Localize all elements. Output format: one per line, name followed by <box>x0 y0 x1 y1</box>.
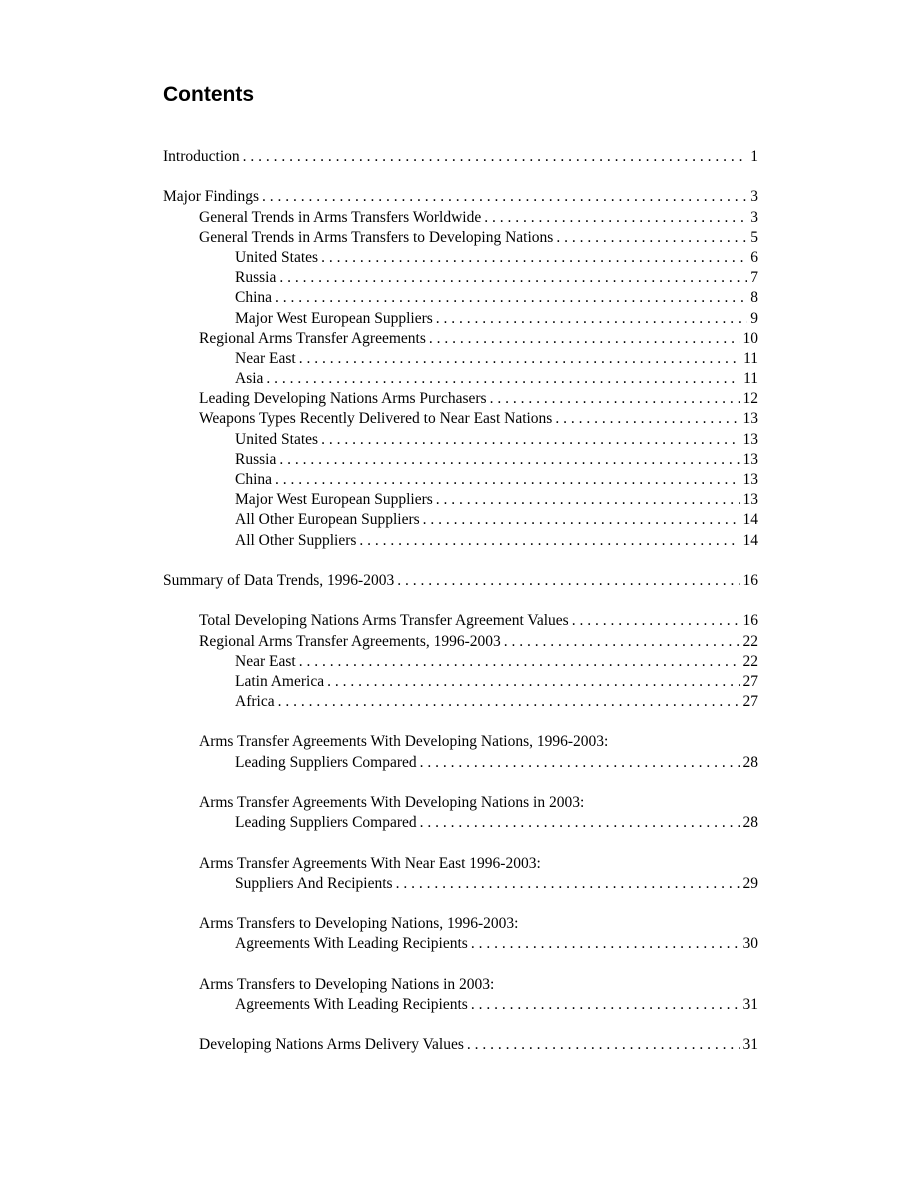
toc-entry-text: Major West European Suppliers <box>235 491 433 509</box>
toc-page-number: 10 <box>742 329 758 347</box>
toc-page-number: 13 <box>742 471 758 488</box>
toc-entry-text: Major Findings <box>163 188 260 206</box>
toc-entry[interactable] <box>163 228 758 248</box>
toc-entry[interactable] <box>163 389 758 409</box>
toc-page-number: 12 <box>742 390 758 408</box>
dot-leader <box>420 753 740 773</box>
toc-entry-text: Regional Arms Transfer Agreements, 1996-2003 <box>199 632 501 650</box>
toc-entry-text: China <box>235 471 273 488</box>
toc-entry-text: All Other European Suppliers <box>235 511 420 529</box>
dot-leader <box>243 147 748 167</box>
toc-page-number: 14 <box>742 511 758 529</box>
toc-entry-text: Regional Arms Transfer Agreements <box>199 329 426 347</box>
toc-entry-text: Developing Nations Arms Delivery Values <box>199 1036 464 1054</box>
dot-leader <box>490 389 740 409</box>
toc-entry-text: Agreements With Leading Recipients <box>235 935 468 953</box>
toc-entry-text: Latin America <box>235 672 325 690</box>
toc-page-number: 6 <box>750 248 758 266</box>
toc-entry-text: Africa <box>235 693 275 711</box>
table-of-contents <box>163 147 758 1055</box>
toc-entry[interactable] <box>163 470 758 490</box>
toc-entry-text: General Trends in Arms Transfers Worldwide <box>199 208 482 226</box>
dot-leader <box>504 632 740 652</box>
toc-page-number: 9 <box>750 309 758 327</box>
toc-entry[interactable] <box>163 652 758 672</box>
toc-entry[interactable] <box>163 692 758 712</box>
toc-page-number: 13 <box>742 450 758 468</box>
toc-entry-text: Asia <box>235 370 264 388</box>
toc-entry-heading-text: Arms Transfer Agreements With Near East 1996-2003: <box>199 854 541 872</box>
toc-entry-heading <box>163 793 758 813</box>
toc-entry[interactable] <box>163 490 758 510</box>
toc-entry[interactable] <box>163 208 758 228</box>
toc-entry-text: Weapons Types Recently Delivered to Near East Nations <box>199 410 553 428</box>
toc-entry-text: All Other Suppliers <box>235 531 357 549</box>
toc-page-number: 1 <box>750 148 758 165</box>
toc-entry-text: Near East <box>235 652 296 670</box>
toc-page-number: 11 <box>743 370 758 388</box>
toc-page-number: 16 <box>742 612 758 630</box>
dot-leader <box>555 409 739 429</box>
toc-entry-text: Russia <box>235 269 277 287</box>
toc-entry[interactable] <box>163 430 758 450</box>
toc-page-number: 22 <box>742 632 758 650</box>
dot-leader <box>278 692 740 712</box>
toc-entry-text: Introduction <box>163 148 240 165</box>
toc-entry-heading <box>163 975 758 995</box>
toc-entry[interactable] <box>163 813 758 833</box>
toc-entry[interactable] <box>163 369 758 389</box>
toc-page-number: 16 <box>742 571 758 589</box>
toc-entry[interactable] <box>163 349 758 369</box>
toc-page-number: 13 <box>742 430 758 448</box>
toc-entry-text: Leading Developing Nations Arms Purchasers <box>199 390 487 408</box>
dot-leader <box>420 813 740 833</box>
dot-leader <box>299 652 740 672</box>
toc-entry[interactable] <box>163 329 758 349</box>
toc-entry-text: General Trends in Arms Transfers to Developing Nations <box>199 228 554 246</box>
toc-entry-text: Major West European Suppliers <box>235 309 433 327</box>
dot-leader <box>299 349 740 369</box>
dot-leader <box>436 490 740 510</box>
toc-entry[interactable] <box>163 611 758 631</box>
toc-page-number: 22 <box>742 652 758 670</box>
toc-page-number: 27 <box>742 693 758 711</box>
dot-leader <box>484 208 747 228</box>
toc-page-number: 28 <box>742 753 758 771</box>
toc-entry-heading <box>163 914 758 934</box>
toc-page-number: 13 <box>742 491 758 509</box>
toc-page-number: 7 <box>750 269 758 287</box>
dot-leader <box>397 571 739 591</box>
dot-leader <box>471 995 740 1015</box>
toc-page-number: 5 <box>750 228 758 246</box>
toc-entry[interactable] <box>163 995 758 1015</box>
dot-leader <box>321 248 747 268</box>
toc-page-number: 28 <box>742 814 758 832</box>
toc-entry-text: Agreements With Leading Recipients <box>235 995 468 1013</box>
toc-page-number: 29 <box>742 874 758 892</box>
dot-leader <box>436 309 747 329</box>
toc-entry[interactable] <box>163 531 758 551</box>
toc-entry-heading-text: Arms Transfer Agreements With Developing Nations, 1996-2003: <box>199 733 609 751</box>
toc-page-number: 30 <box>742 935 758 953</box>
toc-entry[interactable] <box>163 672 758 692</box>
toc-entry[interactable] <box>163 874 758 894</box>
dot-leader <box>327 672 739 692</box>
toc-page-number: 14 <box>742 531 758 549</box>
toc-entry[interactable] <box>163 510 758 530</box>
toc-page-number: 31 <box>742 995 758 1013</box>
toc-entry-text: Russia <box>235 450 277 468</box>
toc-entry-text: Leading Suppliers Compared <box>235 814 417 832</box>
dot-leader <box>572 611 740 631</box>
dot-leader <box>279 450 739 470</box>
dot-leader <box>429 329 740 349</box>
toc-entry-text: Suppliers And Recipients <box>235 874 393 892</box>
toc-page-number: 13 <box>742 410 758 428</box>
dot-leader <box>321 430 739 450</box>
dot-leader <box>423 510 740 530</box>
toc-entry-text: United States <box>235 248 319 266</box>
toc-entry[interactable] <box>163 1035 758 1055</box>
toc-entry-text: Summary of Data Trends, 1996-2003 <box>163 571 395 589</box>
toc-entry-text: China <box>235 289 273 307</box>
toc-entry[interactable] <box>163 248 758 268</box>
toc-entry[interactable] <box>163 934 758 954</box>
toc-entry-heading-text: Arms Transfers to Developing Nations, 1996-2003: <box>199 915 519 933</box>
toc-entry-text: Leading Suppliers Compared <box>235 753 417 771</box>
dot-leader <box>556 228 747 248</box>
dot-leader <box>396 874 740 894</box>
toc-entry-text: Total Developing Nations Arms Transfer Agreement Values <box>199 612 569 630</box>
toc-entry-heading-text: Arms Transfers to Developing Nations in 2003: <box>199 975 495 993</box>
dot-leader <box>359 531 739 551</box>
toc-entry-text: Near East <box>235 349 296 367</box>
dot-leader <box>279 268 747 288</box>
toc-entry[interactable] <box>163 288 758 308</box>
toc-page-number: 27 <box>742 672 758 690</box>
toc-page-number: 3 <box>750 208 758 226</box>
dot-leader <box>467 1035 740 1055</box>
dot-leader <box>275 470 739 490</box>
page-title: Contents <box>163 83 254 106</box>
dot-leader <box>275 288 747 308</box>
toc-page-number: 8 <box>750 289 758 307</box>
toc-entry-heading <box>163 732 758 752</box>
toc-entry[interactable] <box>163 753 758 773</box>
toc-page-number: 11 <box>743 349 758 367</box>
toc-entry[interactable] <box>163 632 758 652</box>
toc-entry-introduction[interactable] <box>163 147 758 167</box>
toc-page-number: 3 <box>750 188 758 206</box>
toc-page-number: 31 <box>742 1036 758 1054</box>
toc-entry[interactable] <box>163 450 758 470</box>
toc-entry-heading-text: Arms Transfer Agreements With Developing Nations in 2003: <box>199 794 585 811</box>
toc-entry-text: United States <box>235 430 319 448</box>
toc-entry-major-findings[interactable] <box>163 187 758 207</box>
dot-leader <box>262 187 747 207</box>
dot-leader <box>471 934 740 954</box>
toc-entry-heading <box>163 854 758 874</box>
toc-entry[interactable] <box>163 268 758 288</box>
toc-entry[interactable] <box>163 309 758 329</box>
toc-entry-summary[interactable] <box>163 571 758 591</box>
dot-leader <box>266 369 740 389</box>
toc-entry[interactable] <box>163 409 758 429</box>
